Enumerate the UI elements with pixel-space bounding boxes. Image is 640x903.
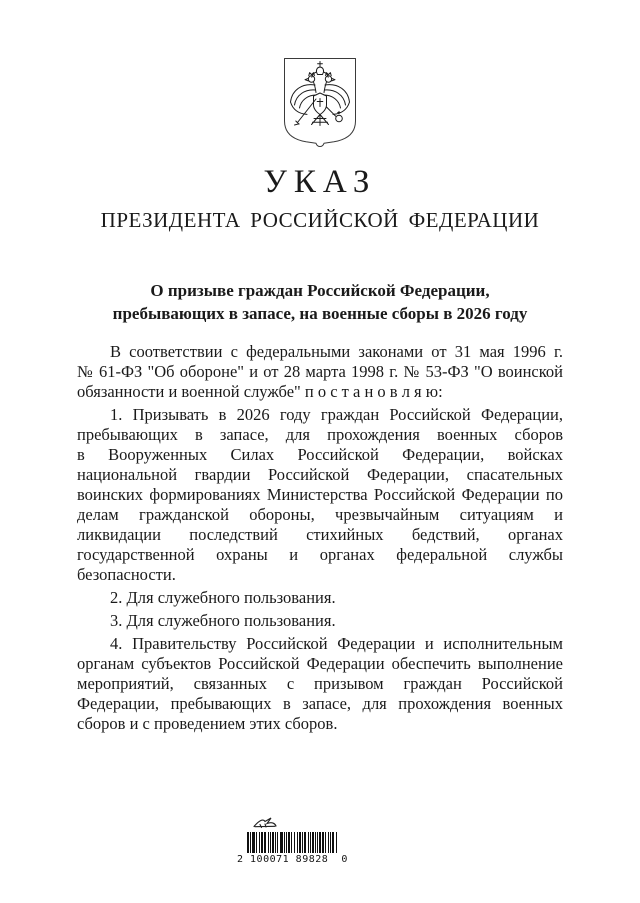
paragraph-item-3: 3. Для служебного пользования.: [110, 611, 336, 630]
paragraph-item-4: 4. Правительству Российской Федерации и исполнительным органам субъектов Российской Федерации обеспечить выполнение мероприятий, связанных с призывом граждан Российской Федерации, пребывающих в запасе, для прохождения военных сборов и с проведением этих сборов.: [77, 634, 563, 733]
double-headed-eagle-icon: [280, 55, 360, 152]
decree-title: УКАЗ: [263, 164, 377, 200]
paragraph-item-1: 1. Призывать в 2026 году граждан Российской Федерации, пребывающих в запасе, для прохождения военных сборов в Вооруженных Силах Российской Федерации, войсках национальной гвардии Российской Федерации, спасательных воинских формированиях Министерства Российской Федерации по делам гражданской обороны, чрезвычайным ситуациям и ликвидации последствий стихийных бедствий, органах государственной охраны и органах федеральной службы безопасности.: [77, 405, 563, 584]
decree-body: [77, 342, 563, 737]
barcode-digits: 2 100071 89828 0: [237, 854, 348, 865]
decree-subject-line-1: О призыве граждан Российской Федерации,: [150, 281, 490, 300]
paragraph-preamble: В соответствии с федеральными законами от 31 мая 1996 г. № 61-ФЗ "Об обороне" и от 28 марта 1998 г. № 53-ФЗ "О воинской обязанности и военной службе" п о с т а н о в л я ю:: [77, 342, 563, 401]
decree-subject-line-2: пребывающих в запасе, на военные сборы в 2026 году: [112, 304, 528, 323]
paragraph-item-2: 2. Для служебного пользования.: [110, 588, 336, 607]
barcode-bars: [247, 832, 338, 853]
barcode-gap: [337, 832, 338, 853]
barcode: [237, 815, 357, 877]
squiggle-mark-icon: [251, 816, 279, 830]
decree-issuer: ПРЕЗИДЕНТА РОССИЙСКОЙ ФЕДЕРАЦИИ: [100, 208, 540, 232]
russian-coat-of-arms: [280, 55, 360, 152]
decree-subject: [0, 279, 640, 325]
